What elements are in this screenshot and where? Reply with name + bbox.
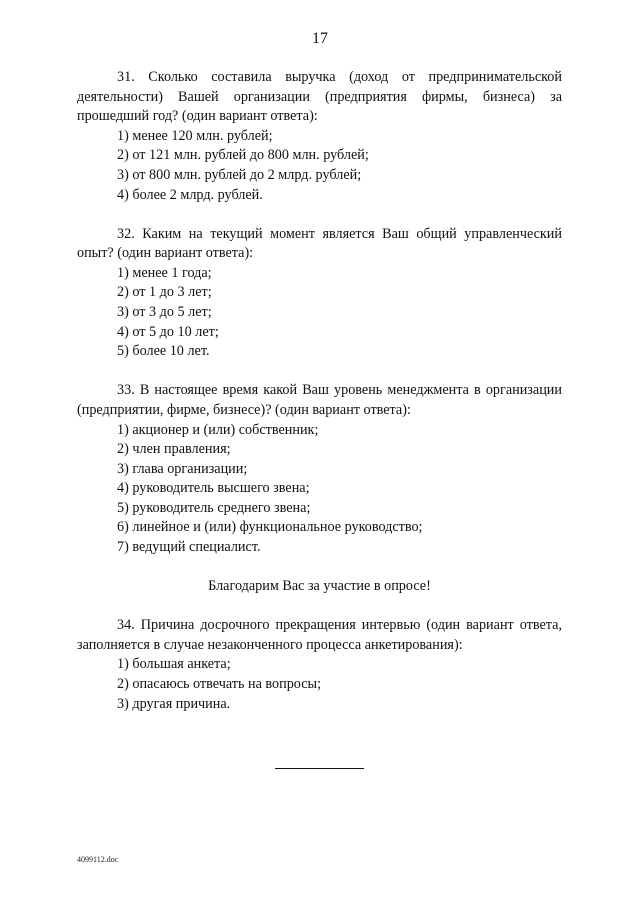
option: 2) член правления; bbox=[117, 441, 231, 458]
option: 5) руководитель среднего звена; bbox=[117, 499, 311, 516]
option: 2) от 1 до 3 лет; bbox=[117, 284, 212, 301]
option: 1) большая анкета; bbox=[117, 656, 231, 673]
question-32 bbox=[77, 225, 562, 362]
option: 4) руководитель высшего звена; bbox=[117, 480, 310, 497]
option: 2) от 121 млн. рублей до 800 млн. рублей; bbox=[117, 147, 369, 164]
question-33-options bbox=[77, 421, 562, 558]
option: 2) опасаюсь отвечать на вопросы; bbox=[117, 676, 322, 693]
option: 4) от 5 до 10 лет; bbox=[117, 323, 219, 340]
question-34 bbox=[77, 616, 562, 714]
option: 3) от 3 до 5 лет; bbox=[117, 304, 212, 321]
thanks-message: Благодарим Вас за участие в опросе! bbox=[208, 578, 431, 595]
option: 6) линейное и (или) функциональное руководство; bbox=[117, 519, 423, 536]
document-body bbox=[77, 68, 562, 714]
end-separator-line bbox=[275, 768, 364, 769]
option: 1) менее 120 млн. рублей; bbox=[117, 127, 273, 144]
question-31-text: 31. Сколько составила выручка (доход от предпринимательской деятельности) Вашей организации (предприятия фирмы, бизнеса) за прошедший год? (один вариант ответа): bbox=[77, 69, 562, 125]
spacer bbox=[77, 558, 562, 578]
question-34-text: 34. Причина досрочного прекращения интервью (один вариант ответа, заполняется в случае незаконченного процесса анкетирования): bbox=[77, 617, 562, 653]
option: 7) ведущий специалист. bbox=[117, 539, 261, 556]
option: 3) другая причина. bbox=[117, 695, 231, 712]
option: 5) более 10 лет. bbox=[117, 343, 210, 360]
question-31-options bbox=[77, 127, 562, 205]
question-32-options bbox=[77, 264, 562, 362]
option: 1) акционер и (или) собственник; bbox=[117, 421, 319, 438]
question-31 bbox=[77, 68, 562, 205]
spacer bbox=[77, 205, 562, 225]
footer-filename: 4099112.doc bbox=[77, 855, 119, 864]
question-33-text: 33. В настоящее время какой Ваш уровень менеджмента в организации (предприятии, фирме, бизнесе)? (один вариант ответа): bbox=[77, 382, 562, 418]
option: 1) менее 1 года; bbox=[117, 264, 212, 281]
spacer bbox=[77, 597, 562, 617]
option: 3) глава организации; bbox=[117, 460, 248, 477]
question-32-text: 32. Каким на текущий момент является Ваш общий управленческий опыт? (один вариант ответа): bbox=[77, 225, 562, 262]
question-34-options bbox=[77, 655, 562, 714]
page-number: 17 bbox=[312, 30, 328, 47]
option: 4) более 2 млрд. рублей. bbox=[117, 186, 263, 203]
question-33 bbox=[77, 381, 562, 557]
spacer bbox=[77, 362, 562, 382]
option: 3) от 800 млн. рублей до 2 млрд. рублей; bbox=[117, 166, 362, 183]
